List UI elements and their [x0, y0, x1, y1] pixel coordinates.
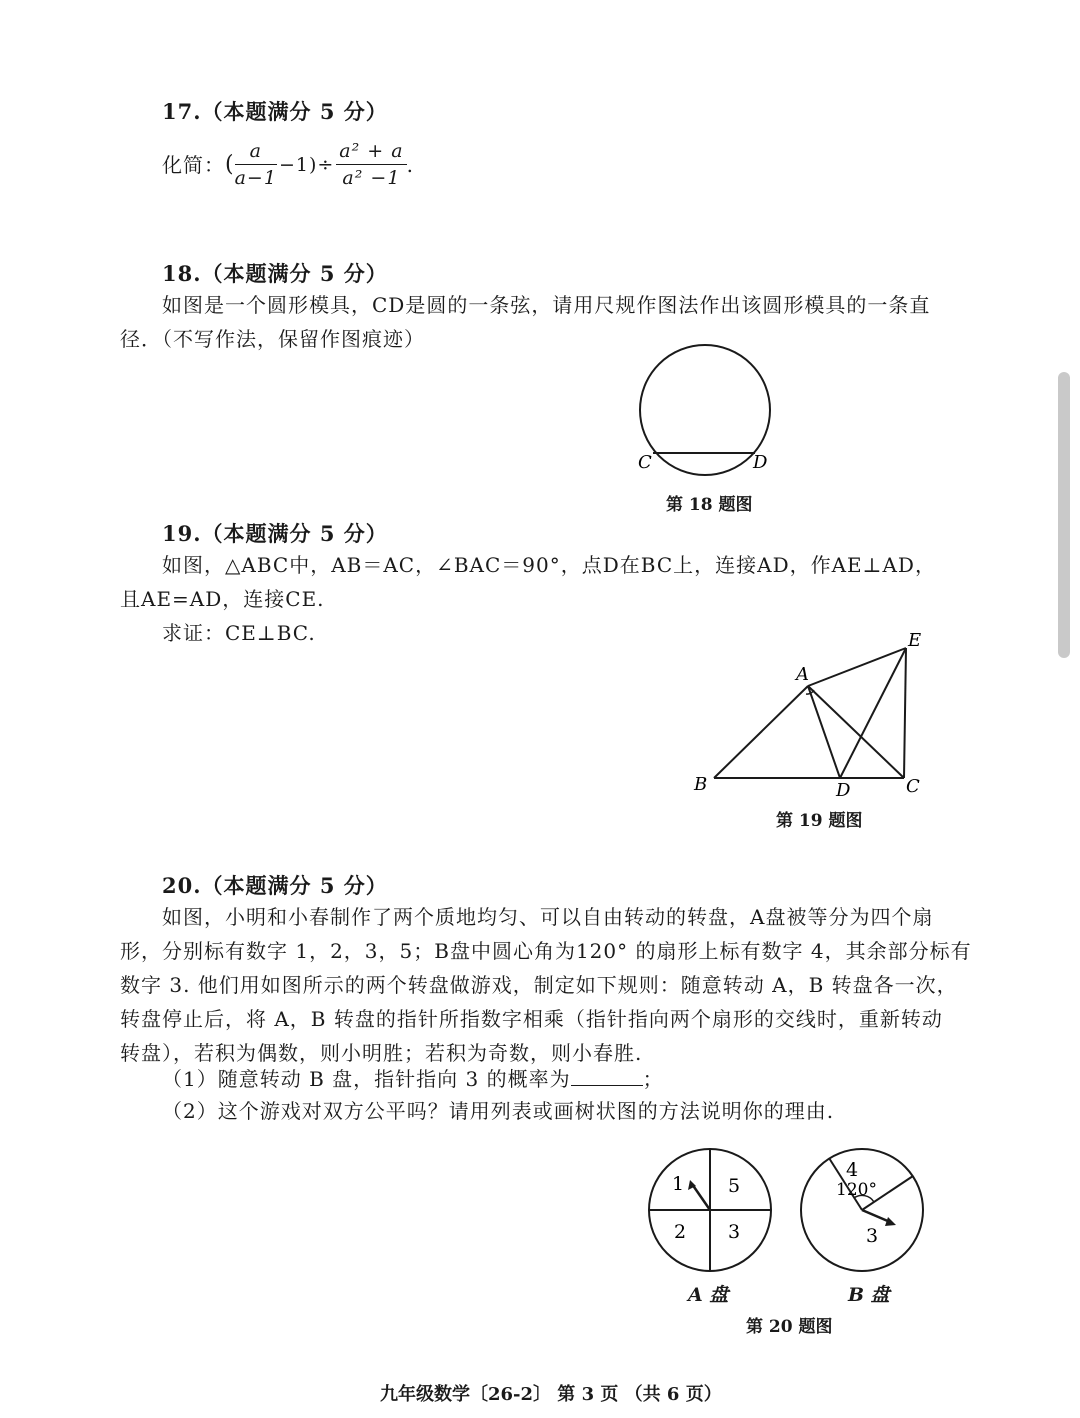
disk-a-number-1: 1 — [672, 1173, 685, 1195]
page-footer: 九年级数学〔26-2〕 第 3 页 （共 6 页） — [380, 1384, 722, 1405]
q20-header: 20.（本题满分 5 分） — [162, 873, 388, 898]
disk-a-number-3: 3 — [728, 1221, 741, 1243]
scrollbar-thumb[interactable] — [1058, 372, 1070, 658]
q17-fraction-1 — [235, 138, 277, 191]
q19-segment-ab — [714, 686, 808, 778]
q18-header: 18.（本题满分 5 分） — [162, 261, 388, 286]
q17-frac2-denominator: a² −1 — [342, 167, 401, 189]
q20-text-line5: 转盘），若积为偶数，则小明胜；若积为奇数，则小春胜. — [120, 1041, 643, 1065]
q19-segment-ad — [808, 686, 840, 778]
disk-a-number-5: 5 — [728, 1175, 741, 1197]
q17-period: . — [406, 152, 414, 177]
q19-triangle-figure — [680, 620, 940, 800]
disk-b-number-4: 4 — [846, 1159, 859, 1181]
q17-prefix: 化简： — [162, 152, 225, 177]
q20-disk-a — [640, 1146, 780, 1276]
q17-header: 17.（本题满分 5 分） — [162, 99, 388, 124]
q19-label-d: D — [836, 780, 851, 800]
q19-segment-ae — [808, 648, 906, 686]
q19-text-line1: 如图，△ABC中，AB＝AC，∠BAC＝90°，点D在BC上，连接AD，作AE⊥AD， — [162, 553, 936, 577]
q18-caption: 第 18 题图 — [666, 495, 753, 515]
q20-text-line3: 数字 3. 他们用如图所示的两个转盘做游戏，制定如下规则：随意转动 A，B 转盘各一次， — [120, 973, 958, 997]
q18-text-line1: 如图是一个圆形模具，CD是圆的一条弦，请用尺规作图法作出该圆形模具的一条直 — [162, 293, 931, 317]
q19-text-line2: 且AE=AD，连接CE. — [120, 587, 325, 611]
q20-text-line4: 转盘停止后，将 A，B 转盘的指针所指数字相乘（指针指向两个扇形的交线时，重新转动 — [120, 1007, 943, 1031]
q20-sub1-text: （1）随意转动 B 盘，指针指向 3 的概率为 — [162, 1067, 571, 1091]
disk-b-number-3: 3 — [866, 1225, 879, 1247]
q20-text-line1: 如图，小明和小春制作了两个质地均匀、可以自由转动的转盘，A盘被等分为四个扇 — [162, 905, 934, 929]
q19-label-e: E — [908, 630, 922, 651]
q19-text-line3: 求证：CE⊥BC. — [162, 621, 316, 645]
disk-a-label: A 盘 — [688, 1284, 729, 1306]
q19-label-c: C — [906, 776, 920, 797]
q17-expression — [162, 138, 414, 191]
q20-sub-question-1 — [162, 1062, 664, 1096]
q18-label-d: D — [753, 452, 768, 473]
q19-label-b: B — [694, 774, 708, 795]
q17-frac1-denominator: a−1 — [234, 167, 277, 189]
q20-text-line2: 形，分别标有数字 1，2，3，5；B盘中圆心角为120° 的扇形上标有数字 4，其余部分标有 — [120, 939, 972, 963]
q18-text-line2: 径．（不写作法，保留作图痕迹） — [120, 327, 425, 351]
q19-segment-ac — [808, 686, 904, 778]
q20-caption: 第 20 题图 — [746, 1317, 833, 1337]
q19-caption: 第 19 题图 — [776, 811, 863, 831]
disk-b-pointer-arrowhead — [885, 1217, 896, 1226]
q19-segment-ce — [904, 648, 906, 778]
q20-answer-blank — [571, 1065, 643, 1086]
q20-sub-question-2: （2）这个游戏对双方公平吗？请用列表或画树状图的方法说明你的理由. — [162, 1099, 835, 1123]
q17-frac2-numerator: a² + a — [336, 138, 406, 165]
q19-label-a: A — [796, 664, 809, 685]
disk-a-number-2: 2 — [674, 1221, 687, 1243]
disk-b-pointer — [862, 1210, 890, 1222]
q17-fraction-2 — [336, 138, 406, 191]
disk-b-angle-label: 120° — [836, 1180, 877, 1200]
q18-label-c: C — [638, 452, 652, 473]
q20-sub1-end: ； — [642, 1067, 664, 1091]
q17-minus-one-divide: −1)÷ — [278, 153, 335, 176]
disk-a-pointer — [692, 1184, 710, 1210]
q19-header: 19.（本题满分 5 分） — [162, 521, 388, 546]
q19-segment-de — [840, 648, 906, 778]
q18-circle — [640, 345, 770, 475]
disk-b-label: B 盘 — [848, 1284, 890, 1306]
q20-disk-b — [796, 1146, 936, 1276]
q17-open-paren: ( — [225, 151, 235, 177]
q17-frac1-numerator: a — [235, 138, 277, 165]
